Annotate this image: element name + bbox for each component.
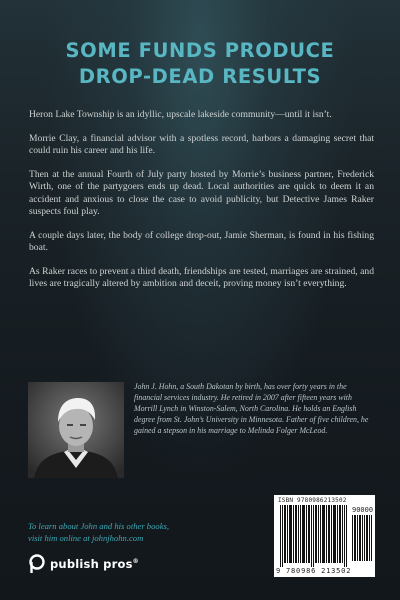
trademark-symbol: ®	[132, 558, 139, 566]
ean-digits: 9 780986 213502	[276, 567, 352, 575]
headline-line-1: SOME FUNDS PRODUCE	[65, 39, 335, 62]
price-code: 90000	[352, 506, 374, 514]
author-website-note	[28, 521, 228, 544]
blurb-paragraph: Heron Lake Township is an idyllic, upscale lakeside community—until it isn’t.	[29, 109, 332, 120]
book-blurb	[29, 109, 374, 302]
publisher-name	[50, 557, 139, 571]
ean-barcode-bars	[280, 505, 348, 567]
isbn-barcode	[274, 495, 375, 577]
blurb-paragraph: Morrie Clay, a financial advisor with a spotless record, harbors a damaging secret that could ruin his career and his life.	[29, 132, 374, 156]
price-addon-bars	[352, 515, 372, 561]
author-photo	[28, 382, 124, 478]
blurb-paragraph: As Raker races to prevent a third death, friendships are tested, marriages are strained, and lives are tragically altered by ambition and deceit, proving money isn’t everything.	[29, 265, 374, 289]
blurb-paragraph: Then at the annual Fourth of July party hosted by Morrie’s business partner, Frederick Wirth, one of the partygoers ends up dead. Local authorities are quick to deem it an accident and anxious to close the case to avoid publicity, but Detective James Raker suspects foul play.	[29, 168, 374, 217]
publisher-logo	[28, 554, 139, 574]
website-line-2: visit him online at johnjhohn.com	[28, 532, 144, 543]
headline-line-2: DROP-DEAD RESULTS	[78, 65, 322, 88]
publisher-name-text: publish pros	[50, 557, 133, 571]
headline	[0, 38, 400, 90]
website-line-1: To learn about John and his other books,	[28, 521, 170, 531]
publisher-logo-icon	[28, 554, 46, 574]
author-bio: John J. Hohn, a South Dakotan by birth, has over forty years in the financial services industry. He retired in 2007 after fifteen years with Morrill Lynch in Winston-Salem, North Carolina. He holds an English degree from St. John’s University in Minnesota. Father of five children, he gained a stepson in his marriage to Melinda Folger McLeod.	[134, 382, 369, 435]
isbn-label: ISBN 9780986213502	[278, 497, 347, 504]
blurb-paragraph: A couple days later, the body of college drop-out, Jamie Sherman, is found in his fishing boat.	[29, 229, 374, 253]
author-portrait-image	[28, 382, 124, 478]
